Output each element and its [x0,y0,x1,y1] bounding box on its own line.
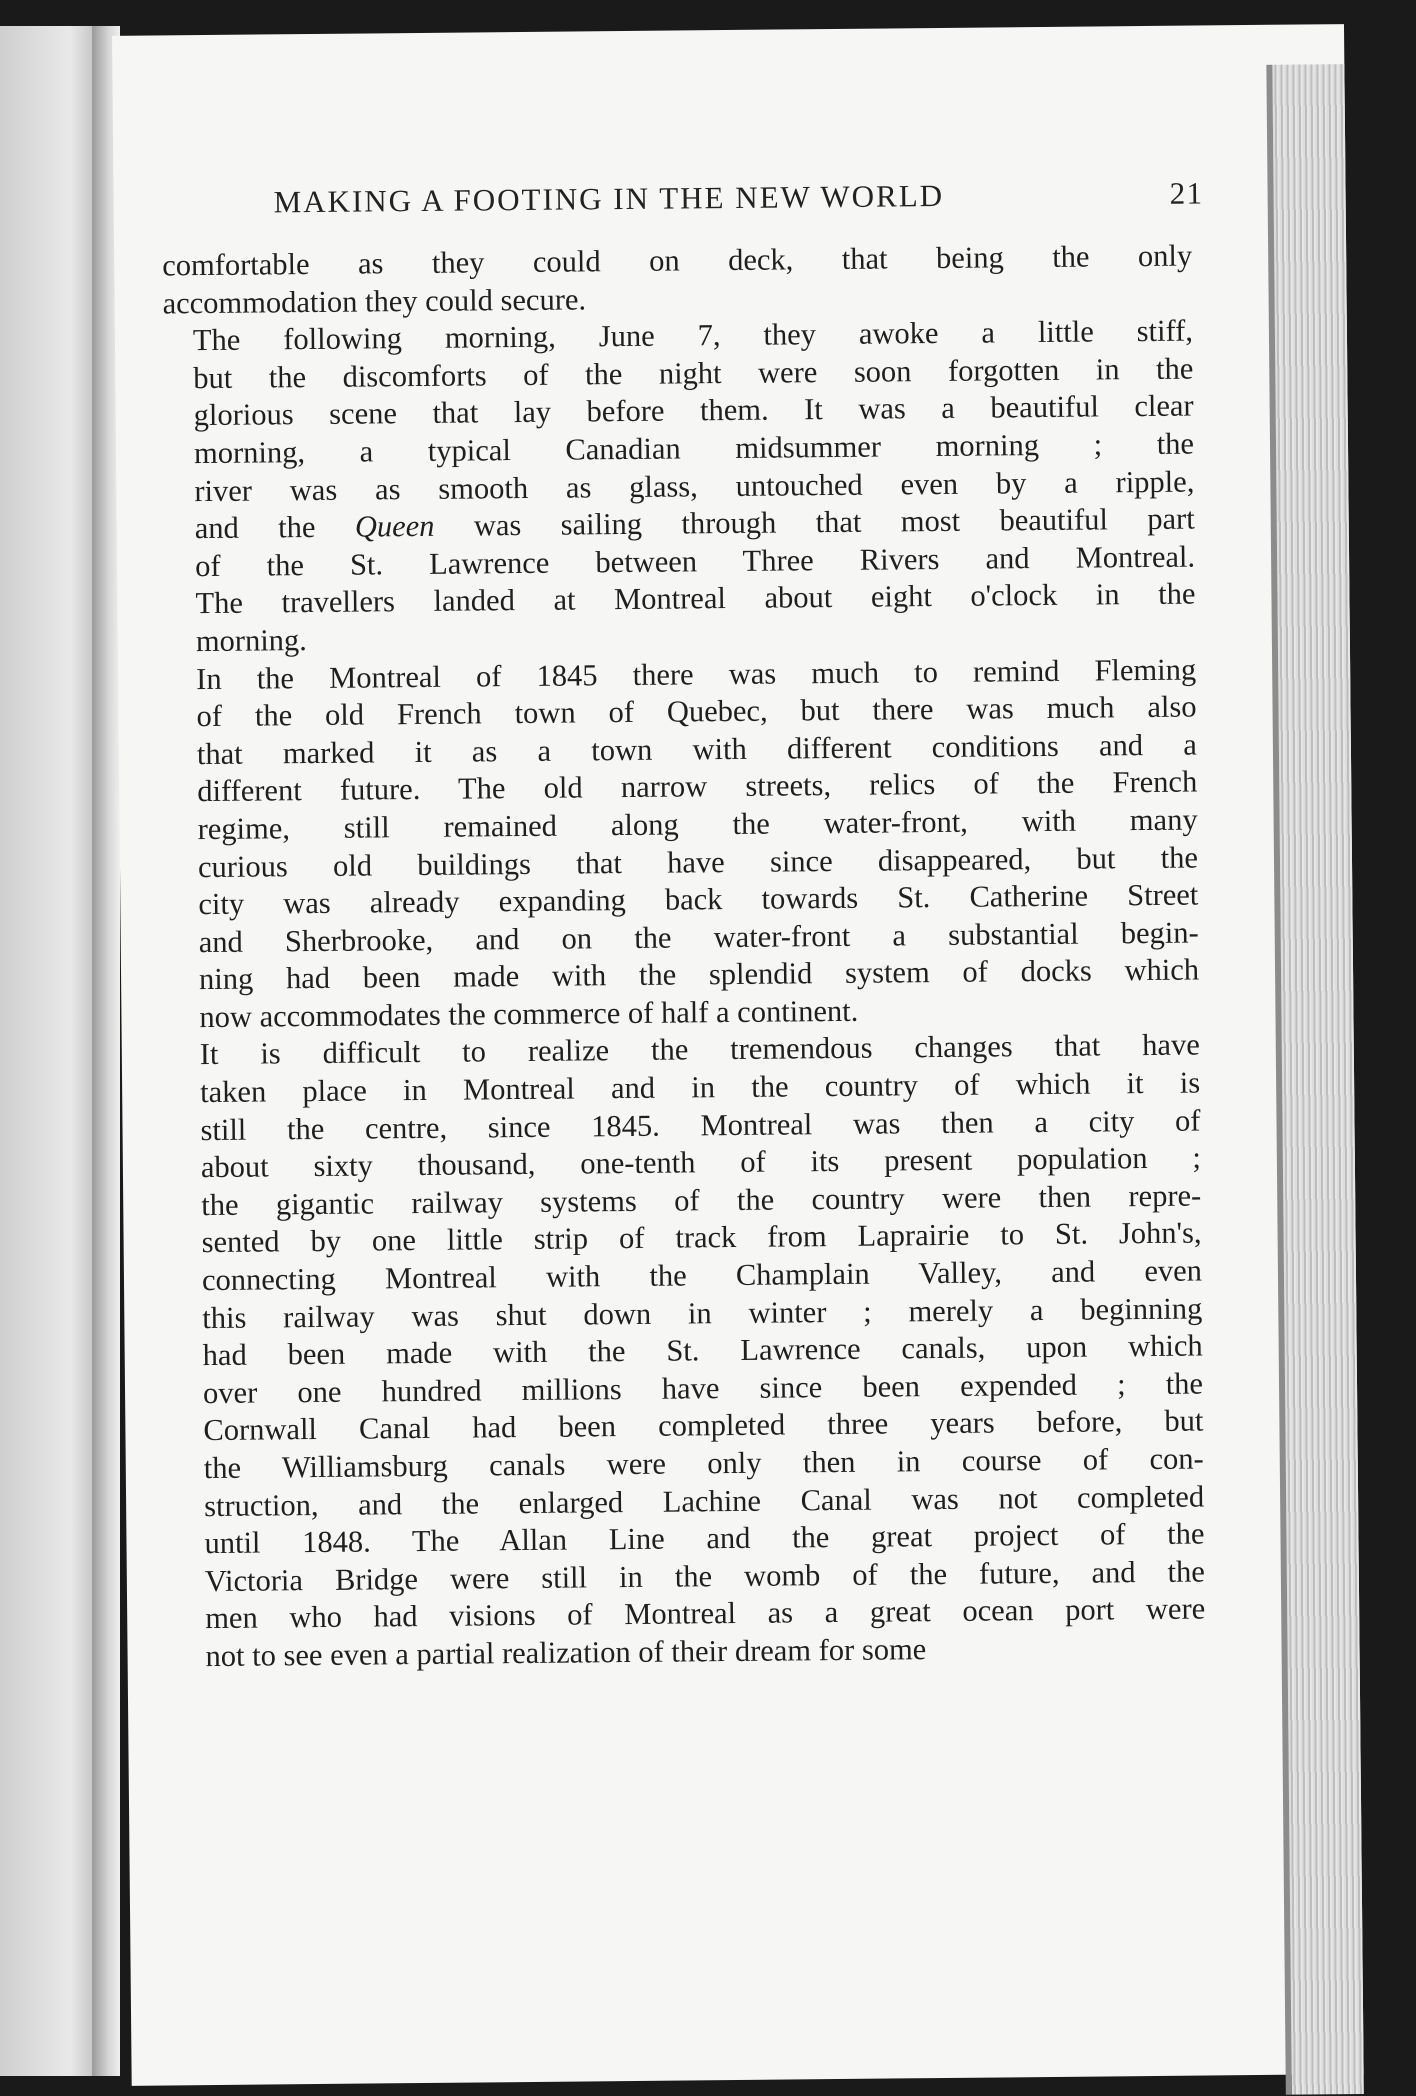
text-line: but the discomforts of the night were soon forgotten in the [193,351,1194,395]
text-line: curious old buildings that have since disappeared, but the [197,840,1199,884]
text-line: morning. [195,623,307,659]
text-line: and the Queen was sailing through that most beautiful part [194,501,1195,546]
text-line: ning had been made with the splendid system of docks which [198,952,1200,997]
text-line: accommodation they could secure. [162,281,587,321]
text-line: sented by one little strip of track from Laprairie to St. John's, [201,1215,1202,1260]
text-line: of the old French town of Quebec, but there was much also [196,689,1197,734]
text-line: struction, and the enlarged Lachine Canal was not completed [203,1479,1205,1523]
text-line: In the Montreal of 1845 there was much to remind Fleming [196,652,1197,696]
text-line: connecting Montreal with the Champlain Valley, and even [201,1253,1203,1298]
text-line: morning, a typical Canadian midsummer morning ; the [193,426,1195,471]
facing-page-edge [0,26,100,2076]
text-line: that marked it as a town with different conditions and a [196,727,1198,771]
paragraph [166,651,1200,1037]
text-line: Cornwall Canal had been completed three years before, but [203,1403,1204,1448]
paragraph [162,238,1193,323]
text-line: the Williamsburg canals were only then in course of con- [203,1441,1204,1486]
text-line: taken place in Montreal and in the country of which it is [200,1065,1201,1110]
text-line: this railway was shut down in winter ; merely a beginning [202,1291,1203,1335]
text-line: still the centre, since 1845. Montreal was then a city of [200,1103,1201,1147]
text-line: about sixty thousand, one-tenth of its present population ; [200,1140,1202,1185]
text-line: It is difficult to realize the tremendous changes that have [199,1027,1200,1072]
paragraph [170,1027,1206,1676]
text-line: not to see even a partial realization of their dream for some [205,1632,927,1674]
text-line: comfortable as they could on deck, that being the only [162,238,1193,283]
running-head-title: MAKING A FOOTING IN THE NEW WORLD [273,177,945,220]
text-line: until 1848. The Allan Line and the great project of the [204,1516,1205,1561]
text-line: city was already expanding back towards St. Catherine Street [198,877,1199,922]
text-line: had been made with the St. Lawrence canals, upon which [202,1328,1203,1373]
text-line: and Sherbrooke, and on the water-front a substantial begin- [198,915,1199,959]
running-head [273,175,1203,220]
text-line: Victoria Bridge were still in the womb of the future, and the [204,1554,1205,1598]
text-line: regime, still remained along the water-front, with many [197,802,1198,847]
book-page [112,24,1364,2086]
text-line: The following morning, June 7, they awoke a little stiff, [192,313,1194,358]
text-line: the gigantic railway systems of the country were then repre- [201,1178,1202,1222]
page-block-edges [1272,64,1363,2095]
text-line: over one hundred millions have since been expended ; the [202,1366,1204,1410]
text-line: of the St. Lawrence between Three Rivers and Montreal. [194,539,1196,583]
paragraph [163,313,1196,661]
text-line: different future. The old narrow streets, relics of the French [197,764,1198,809]
text-line: river was as smooth as glass, untouched even by a ripple, [194,464,1195,508]
body-text [162,238,1206,1676]
text-line: now accommodates the commerce of half a continent. [199,993,859,1034]
text-line: glorious scene that lay before them. It was a beautiful clear [193,388,1194,433]
page-number: 21 [1169,175,1204,211]
text-line: The travellers landed at Montreal about eight o'clock in the [195,576,1196,621]
text-line: men who had visions of Montreal as a great ocean port were [205,1591,1206,1636]
